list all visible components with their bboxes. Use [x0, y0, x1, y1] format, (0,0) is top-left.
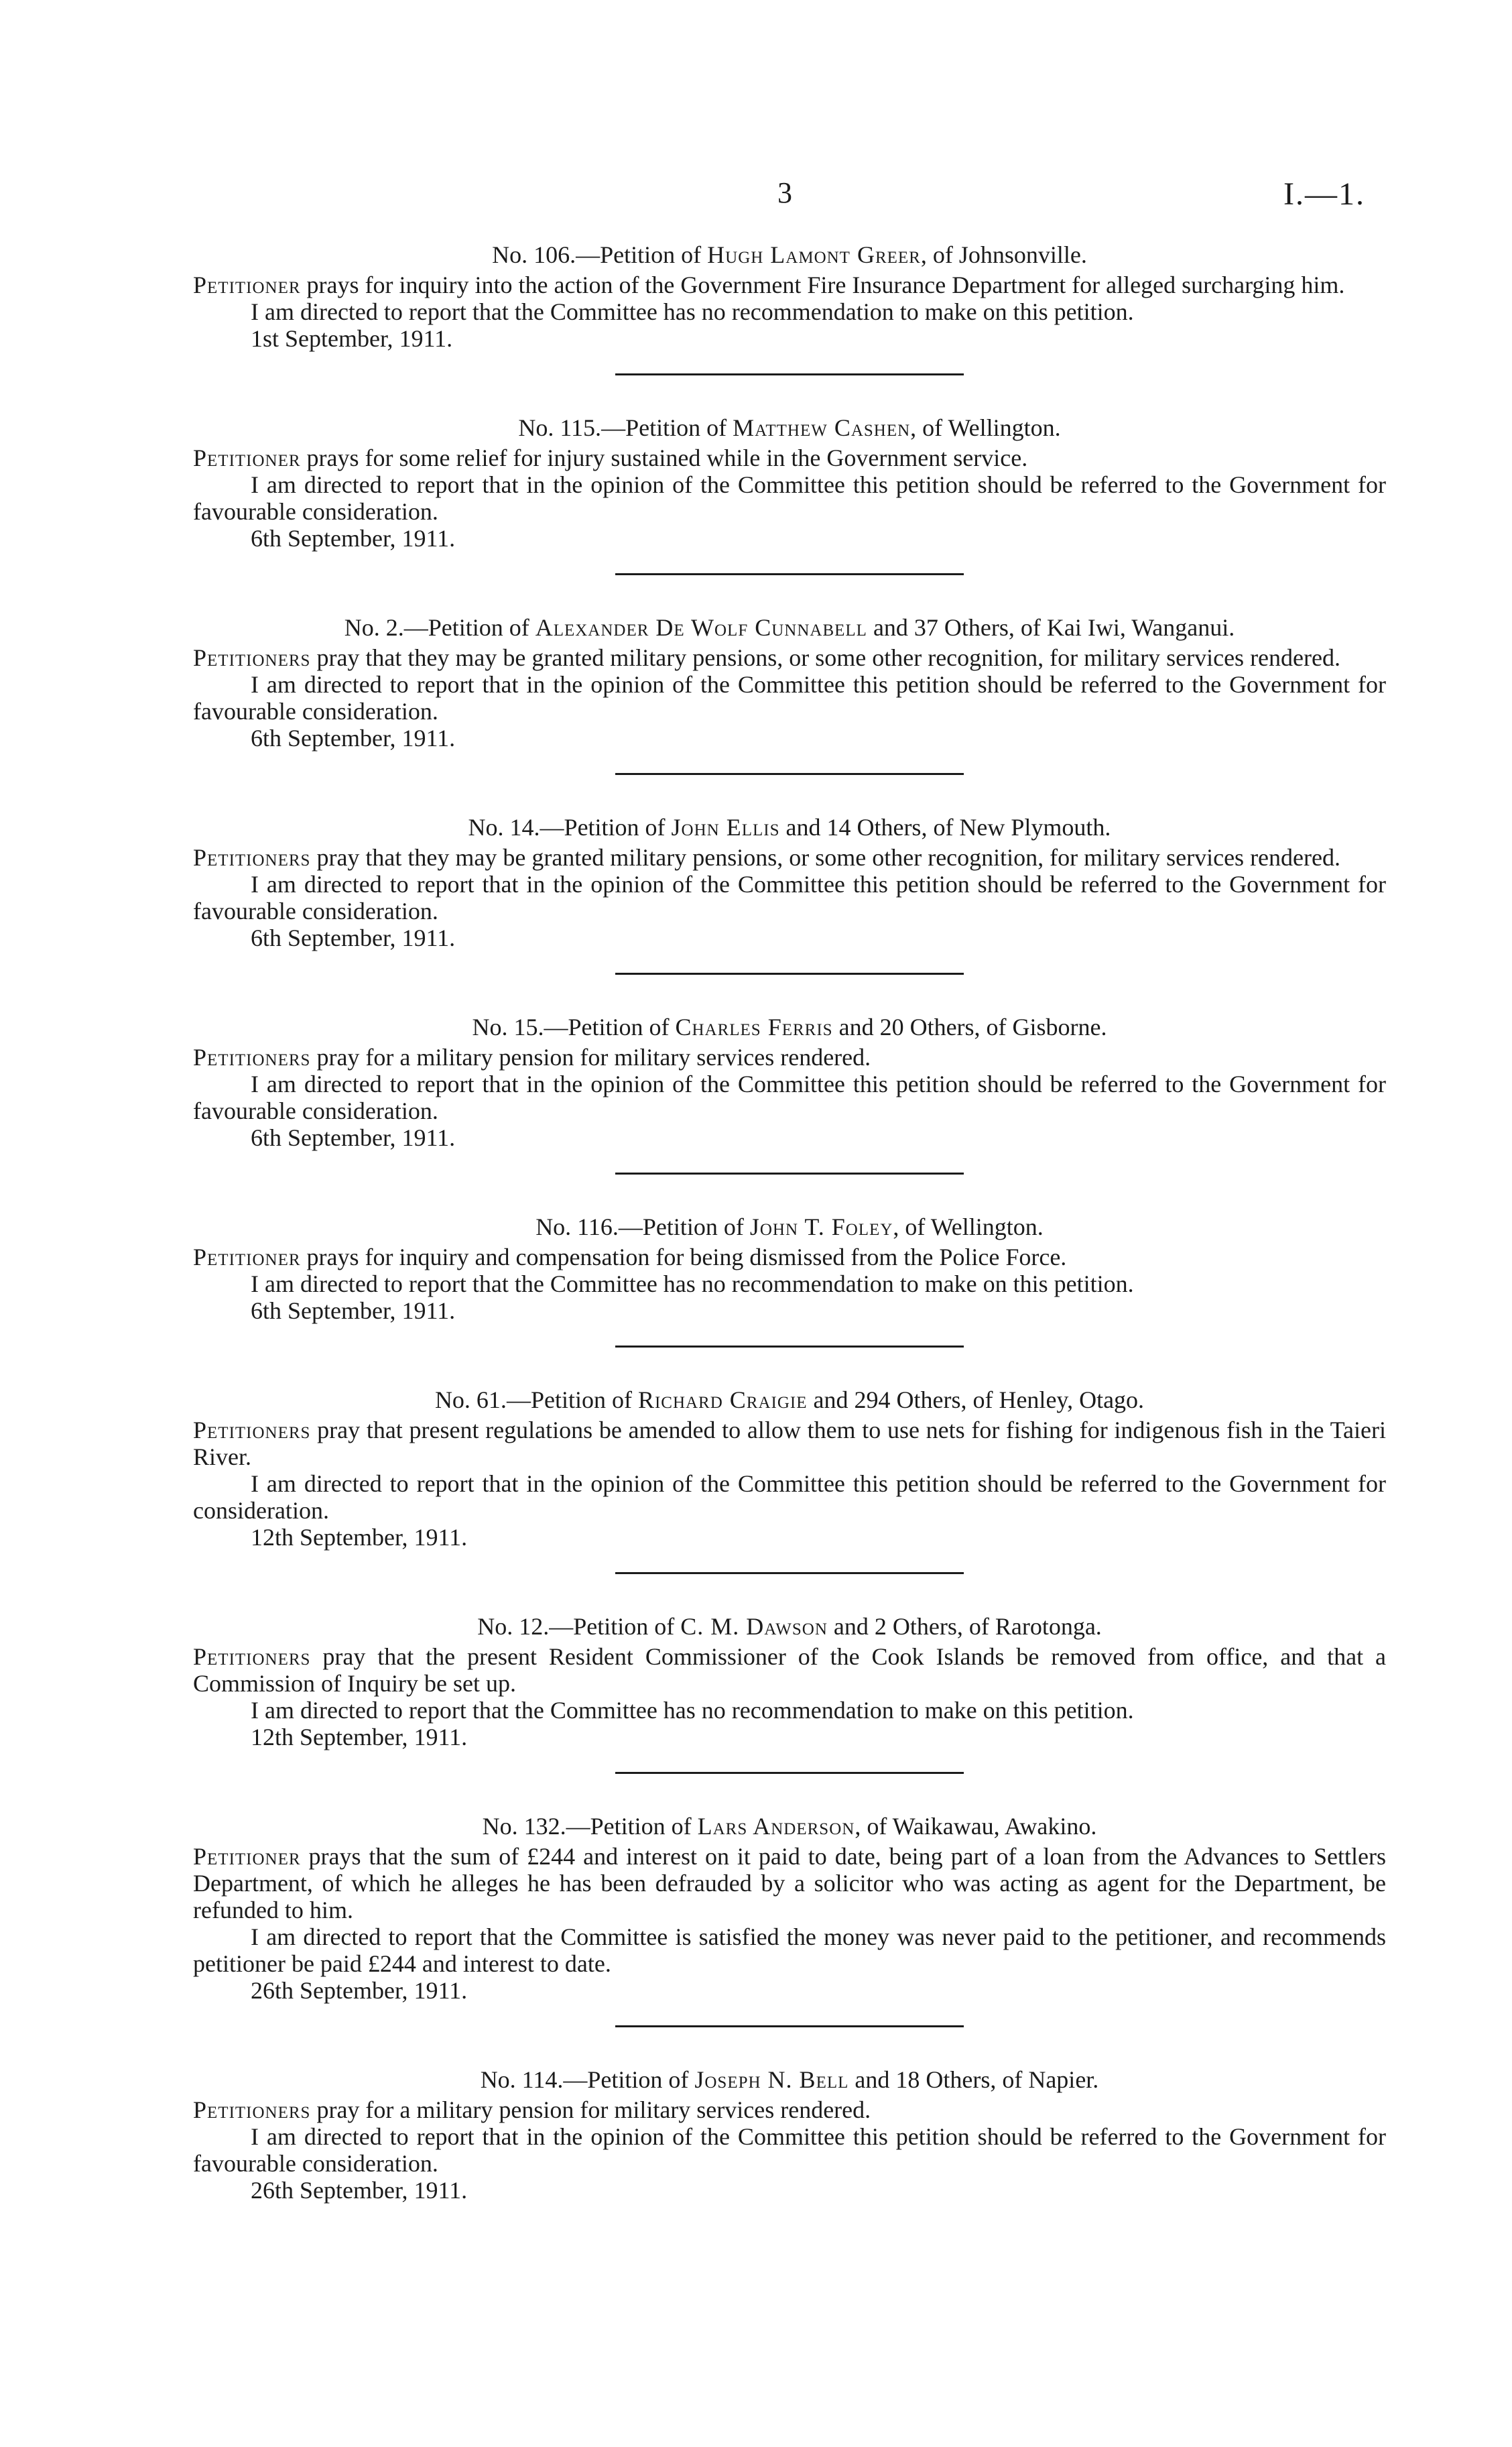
- report-date: 6th September, 1911.: [251, 1124, 456, 1151]
- petition-place: , of Waikawau, Awakino.: [855, 1813, 1097, 1840]
- page-number: 3: [777, 176, 792, 209]
- section-divider: [615, 973, 964, 975]
- petition-heading: No. 12.—Petition of C. M. Dawson and 2 Others, of Rarotonga.: [477, 1613, 1102, 1640]
- petition-prayer: Petitioners pray that the present Resident Commissioner of the Cook Islands be removed from office, and that a Commission of Inquiry be set up.: [193, 1643, 1386, 1697]
- report-date: 6th September, 1911.: [251, 525, 456, 552]
- petition-heading: No. 15.—Petition of Charles Ferris and 20 Others, of Gisborne.: [472, 1014, 1107, 1040]
- section-divider: [615, 573, 964, 575]
- petitioner-name: Charles Ferris: [675, 1014, 833, 1040]
- report-date: 12th September, 1911.: [251, 1724, 468, 1750]
- section-divider: [615, 773, 964, 775]
- committee-report: I am directed to report that in the opinion of the Committee this petition should be referred to the Government for favourable consideration.: [193, 871, 1386, 924]
- petitioner-name: John Ellis: [671, 814, 780, 841]
- section-divider: [615, 1173, 964, 1175]
- petition-entry: [193, 241, 1386, 352]
- committee-report: I am directed to report that in the opinion of the Committee this petition should be referred to the Government for favourable consideration.: [193, 1071, 1386, 1124]
- petition-prayer: Petitioners pray for a military pension for military services rendered.: [193, 2096, 871, 2123]
- committee-report: I am directed to report that in the opinion of the Committee this petition should be referred to the Government for favourable consideration.: [193, 671, 1386, 725]
- petition-heading: No. 61.—Petition of Richard Craigie and 294 Others, of Henley, Otago.: [434, 1386, 1145, 1413]
- petition-entry: [193, 814, 1386, 951]
- petition-prayer: Petitioners pray that present regulations be amended to allow them to use nets for fishing for indigenous fish in the Taieri River.: [193, 1417, 1386, 1470]
- petition-number: No. 12.: [477, 1613, 550, 1640]
- petition-entry: [193, 614, 1386, 752]
- petition-place: , of Wellington.: [893, 1213, 1044, 1240]
- petition-prayer: Petitioner prays for some relief for injury sustained while in the Government service.: [193, 444, 1028, 471]
- section-divider: [615, 1772, 964, 1774]
- petition-heading: No. 115.—Petition of Matthew Cashen, of Wellington.: [518, 414, 1061, 441]
- report-date: 12th September, 1911.: [251, 1524, 468, 1551]
- petition-place: and 14 Others, of New Plymouth.: [779, 814, 1111, 841]
- paper-reference: I.—1.: [1283, 176, 1365, 212]
- petition-entry: [193, 1014, 1386, 1151]
- petitioner-name: C. M. Dawson: [680, 1613, 828, 1640]
- report-date: 6th September, 1911.: [251, 1297, 456, 1324]
- petition-entry: [193, 1613, 1386, 1750]
- petitioner-name: Joseph N. Bell: [694, 2066, 849, 2093]
- petition-entry: [193, 414, 1386, 552]
- petition-prayer: Petitioner prays for inquiry into the action of the Government Fire Insurance Department for alleged surcharging him.: [193, 272, 1345, 298]
- petition-place: , of Wellington.: [910, 414, 1061, 441]
- report-date: 6th September, 1911.: [251, 725, 456, 752]
- petition-entry: [193, 1813, 1386, 2004]
- committee-report: I am directed to report that the Committee has no recommendation to make on this petition.: [251, 298, 1134, 325]
- petition-prayer: Petitioner prays for inquiry and compensation for being dismissed from the Police Force.: [193, 1244, 1067, 1270]
- committee-report: I am directed to report that in the opinion of the Committee this petition should be referred to the Government for consideration.: [193, 1470, 1386, 1524]
- petition-number: No. 106.: [492, 241, 576, 268]
- petition-entry: [193, 1213, 1386, 1324]
- section-divider: [615, 373, 964, 375]
- section-divider: [615, 2025, 964, 2027]
- petition-number: No. 14.: [468, 814, 540, 841]
- petition-number: No. 61.: [434, 1386, 507, 1413]
- section-divider: [615, 1346, 964, 1348]
- petition-prayer: Petitioner prays that the sum of £244 and interest on it paid to date, being part of a loan from the Advances to Settlers Department, of which he alleges he has been defrauded by a solicitor who was acting as agent for the Department, be refunded to him.: [193, 1843, 1386, 1923]
- petitioner-name: Alexander De Wolf Cunnabell: [535, 614, 867, 641]
- committee-report: I am directed to report that the Committee has no recommendation to make on this petition.: [251, 1270, 1134, 1297]
- petition-heading: No. 2.—Petition of Alexander De Wolf Cunnabell and 37 Others, of Kai Iwi, Wanganui.: [344, 614, 1235, 641]
- committee-report: I am directed to report that in the opinion of the Committee this petition should be referred to the Government for favourable consideration.: [193, 2123, 1386, 2177]
- petition-prayer: Petitioners pray for a military pension for military services rendered.: [193, 1044, 871, 1071]
- committee-report: I am directed to report that the Committee has no recommendation to make on this petition.: [251, 1697, 1134, 1724]
- petition-number: No. 114.: [480, 2066, 564, 2093]
- report-date: 1st September, 1911.: [251, 325, 453, 352]
- page-header: [0, 176, 1512, 216]
- committee-report: I am directed to report that the Committee is satisfied the money was never paid to the petitioner, and recommends petitioner be paid £244 and interest to date.: [193, 1923, 1386, 1977]
- report-date: 26th September, 1911.: [251, 1977, 468, 2004]
- report-date: 26th September, 1911.: [251, 2177, 468, 2204]
- petition-heading: No. 106.—Petition of Hugh Lamont Greer, of Johnsonville.: [492, 241, 1087, 268]
- petition-heading: No. 114.—Petition of Joseph N. Bell and 18 Others, of Napier.: [480, 2066, 1099, 2093]
- petition-number: No. 115.: [518, 414, 602, 441]
- petition-number: No. 116.: [536, 1213, 619, 1240]
- petitions-list: [193, 241, 1386, 2204]
- section-divider: [615, 1572, 964, 1574]
- petition-number: No. 132.: [482, 1813, 566, 1840]
- petition-entry: [193, 2066, 1386, 2204]
- petition-number: No. 15.: [472, 1014, 544, 1040]
- petitioner-name: Richard Craigie: [637, 1386, 808, 1413]
- petition-place: and 20 Others, of Gisborne.: [832, 1014, 1107, 1040]
- petition-entry: [193, 1386, 1386, 1551]
- petition-heading: No. 132.—Petition of Lars Anderson, of Waikawau, Awakino.: [482, 1813, 1097, 1840]
- committee-report: I am directed to report that in the opinion of the Committee this petition should be referred to the Government for favourable consideration.: [193, 471, 1386, 525]
- petition-number: No. 2.: [344, 614, 404, 641]
- petition-heading: No. 116.—Petition of John T. Foley, of Wellington.: [536, 1213, 1044, 1240]
- report-date: 6th September, 1911.: [251, 924, 456, 951]
- petition-place: and 37 Others, of Kai Iwi, Wanganui.: [867, 614, 1235, 641]
- petition-heading: No. 14.—Petition of John Ellis and 14 Others, of New Plymouth.: [468, 814, 1111, 841]
- petition-place: , of Johnsonville.: [920, 241, 1087, 268]
- petition-place: and 2 Others, of Rarotonga.: [827, 1613, 1102, 1640]
- petition-prayer: Petitioners pray that they may be granted military pensions, or some other recognition, for military services rendered.: [193, 844, 1340, 871]
- petitioner-name: Matthew Cashen: [733, 414, 911, 441]
- petition-place: and 18 Others, of Napier.: [848, 2066, 1099, 2093]
- petitioner-name: John T. Foley: [749, 1213, 893, 1240]
- petition-prayer: Petitioners pray that they may be granted military pensions, or some other recognition, for military services rendered.: [193, 644, 1340, 671]
- petitioner-name: Lars Anderson: [697, 1813, 855, 1840]
- petition-place: and 294 Others, of Henley, Otago.: [807, 1386, 1145, 1413]
- petitioner-name: Hugh Lamont Greer: [707, 241, 921, 268]
